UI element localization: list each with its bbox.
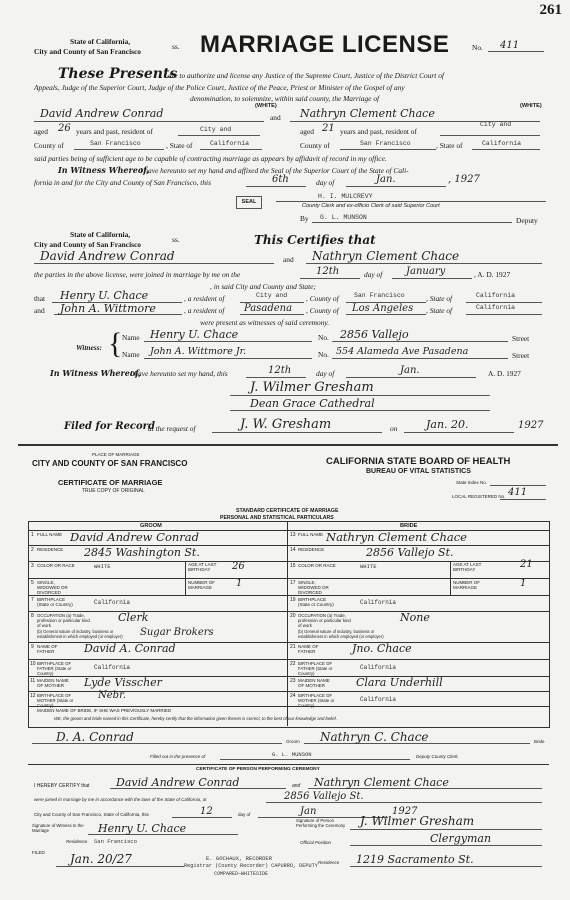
n15: 15 [290, 563, 296, 569]
we-certify: WE, the groom and bride named in this Certificate, hereby certify that the information given therein is correct, to the best of our knowledge and belief. [54, 716, 338, 721]
witness-name-label-1: Name [122, 333, 140, 342]
certifies-county-of: , County of [306, 294, 339, 303]
recorder-line-1: E. GOCHAUX, RECORDER [206, 855, 273, 862]
certifies-state-of-2: , State of [426, 306, 453, 315]
license-by: By [300, 214, 309, 223]
city-county-line: City and County of San Francisco, State of California, this [34, 812, 149, 817]
n10: 10 [30, 661, 36, 667]
n2: 2 [31, 547, 34, 553]
bride-father-label: NAME OF FATHER [298, 644, 319, 654]
n11: 11 [30, 678, 36, 684]
certifies-w2-county: Los Angeles [352, 303, 414, 314]
bride-mother: Clara Underhill [356, 676, 443, 689]
bride-age: 21 [520, 559, 533, 570]
bride-birthplace-label: BIRTHPLACE (State or Country) [298, 597, 334, 607]
seal-label: SEAL [241, 199, 257, 205]
ceremony-month: Jan [300, 806, 317, 817]
performer-title-signature: Dean Grace Cathedral [250, 397, 375, 410]
license-deputy-name: G. L. MUNSON [320, 214, 367, 221]
certifies-ad: , A. D. 1927 [474, 270, 511, 279]
witness-residence-label: Residence [66, 839, 88, 844]
board-of-health: CALIFORNIA STATE BOARD OF HEALTH [326, 456, 511, 467]
performer-signature-bottom: J. Wilmer Gresham [360, 814, 475, 828]
license-groom-res: City and [200, 126, 232, 133]
certifies-bride: Nathryn Clement Chace [312, 249, 460, 263]
ceremony-address: 2856 Vallejo St. [284, 791, 364, 802]
witness-1-address: 2856 Vallejo [340, 328, 409, 341]
license-day: 6th [272, 174, 289, 185]
certifies-joined-text: the parties in the above license, were joined in marriage by me on the [34, 270, 241, 279]
certifies-resident-of-2: , a resident of [184, 306, 225, 315]
bride-father: Jno. Chace [352, 642, 412, 655]
maiden-name-line: MAIDEN NAME OF BRIDE, IF SHE WAS PREVIOUSLY MARRIED [37, 708, 172, 713]
n21: 21 [290, 644, 296, 650]
performer-groom: David Andrew Conrad [116, 776, 240, 789]
certifies-day-of: day of [364, 270, 383, 279]
n14: 14 [290, 547, 296, 553]
certifies-state-of: , State of [426, 294, 453, 303]
n7: 7 [31, 597, 34, 603]
witness-brace: { [108, 327, 123, 360]
cert-county-line: City and County of San Francisco [34, 240, 141, 249]
bride-heading: BRIDE [400, 523, 418, 529]
license-years-past: years and past, resident of [76, 127, 153, 136]
presents-text2: Appeals, Judge of the Superior Court, Judge of the Police Court, Justice of the Peace, Priest or Minister of the Gospel of any [34, 83, 405, 92]
iww-day: 12th [268, 365, 292, 376]
groom-occupation: Clerk [118, 611, 149, 624]
groom-father: David A. Conrad [84, 642, 176, 655]
hereby-certify: I HEREBY CERTIFY that [34, 783, 90, 789]
groom-birthplace-label: BIRTHPLACE (State or Country) [37, 597, 73, 607]
groom-industry-label: (b) General nature of industry, business or establishment in which employed (or employer) [37, 629, 123, 639]
groom-father-bp-label: BIRTHPLACE OF FATHER (State or Country) [37, 661, 72, 676]
certifies-county-of-2: , County of [306, 306, 339, 315]
license-groom-name: David Andrew Conrad [40, 107, 164, 120]
bride-color-label: COLOR OR RACE [298, 563, 336, 568]
license-title: MARRIAGE LICENSE [200, 31, 450, 58]
bride-fullname-label: FULL NAME [298, 532, 324, 537]
certifies-joined-month: January [406, 266, 446, 277]
performer-and: and [292, 783, 301, 789]
license-clerk-name: H. I. MULCREVY [318, 193, 373, 200]
personal-particulars: PERSONAL AND STATISTICAL PARTICULARS [220, 515, 334, 521]
bride-occupation: None [400, 611, 430, 624]
n19: 19 [290, 597, 296, 603]
performer-bride: Nathryn Clement Chace [314, 776, 449, 789]
bride-father-bp: California [360, 664, 397, 671]
witness-street-1: Street [512, 334, 530, 343]
license-aged-label: aged [34, 127, 48, 136]
groom-number-label: NUMBER OF MARRIAGE [188, 580, 215, 590]
bride-number: 1 [520, 578, 527, 589]
certifies-groom: David Andrew Conrad [40, 249, 175, 263]
sig-witness-label: Signature of Witness to the Marriage [32, 823, 84, 833]
bride-number-label: NUMBER OF MARRIAGE [453, 580, 480, 590]
license-bride-age: 21 [322, 123, 335, 134]
certifies-w2-state: California [476, 304, 516, 311]
ceremony-year: 1927 [392, 806, 418, 817]
bride-word: Bride [534, 739, 545, 744]
bride-birthplace: California [360, 599, 397, 606]
license-bride-state: California [482, 140, 522, 147]
bride-color: WHITE [360, 563, 377, 570]
sig-person-label: Signature of Person Performing the Ceremony [296, 818, 346, 828]
groom-signature: D. A. Conrad [56, 730, 134, 744]
filed-by: J. W. Gresham [240, 417, 332, 432]
groom-color-label: COLOR OR RACE [37, 563, 75, 568]
witness-name-label-2: Name [122, 350, 140, 359]
filed-label: FILED [32, 850, 45, 855]
groom-industry: Sugar Brokers [140, 627, 214, 638]
bureau-vital-stats: BUREAU OF VITAL STATISTICS [366, 468, 471, 475]
license-ss: ss. [172, 42, 180, 51]
bride-mother-bp-label: BIRTHPLACE OF MOTHER (State or Country) [298, 693, 335, 708]
groom-age-label: AGE AT LAST BIRTHDAY [188, 562, 217, 572]
witness-street-2: Street [512, 351, 530, 360]
iww-ad: A. D. 1927 [488, 369, 521, 378]
n22: 22 [290, 661, 296, 667]
license-state-line: State of California, [70, 37, 131, 46]
place-label: PLACE OF MARRIAGE [92, 452, 140, 457]
performer-residence: 1219 Sacramento St. [356, 853, 474, 866]
performer-residence-label: Residence [318, 860, 340, 865]
license-years-past-2: years and past, resident of [340, 127, 417, 136]
groom-mother-bp: Nebr. [98, 690, 126, 701]
filed-text: at the request of [148, 424, 196, 433]
certifies-witness1: Henry U. Chace [60, 289, 149, 302]
license-month: Jan. [376, 174, 396, 185]
filed-lead: Filed for Record [64, 421, 155, 432]
bride-residence: 2856 Vallejo St. [366, 546, 454, 559]
n20: 20 [290, 613, 296, 619]
cert-state-line: State of California, [70, 230, 131, 239]
filed-on: on [390, 424, 398, 433]
groom-single-label: SINGLE, WIDOWED OR DIVORCED [37, 580, 68, 595]
groom-fullname-label: FULL NAME [37, 532, 63, 537]
license-sufficient: said parties being of sufficient age to be capable of contracting marriage as appears by affidavit of record in my office. [34, 154, 387, 163]
witness-signature: Henry U. Chace [98, 822, 187, 835]
recorder-line-3: COMPARED—WHITESIDE [214, 871, 269, 877]
license-and: and [270, 113, 281, 122]
iww-month: Jan. [400, 365, 420, 376]
presents-lead: These Presents [58, 66, 178, 82]
joined-line: were joined in marriage by me in accordance with the laws of the State of California, at [34, 797, 207, 802]
witness-no-label-1: No. [318, 333, 329, 342]
ceremony-day-of: day of [238, 812, 251, 817]
witness-2-address: 554 Alameda Ave Pasadena [336, 346, 469, 357]
license-no-label: No. [472, 43, 483, 52]
filed-date: Jan. 20. [426, 418, 469, 431]
license-deputy-label: Deputy [516, 216, 538, 225]
groom-color: WHITE [94, 563, 111, 570]
groom-residence-label: RESIDENCE [37, 547, 64, 552]
filed-year: 1927 [518, 420, 544, 431]
n9: 9 [31, 644, 34, 650]
license-county-of: County of [34, 141, 64, 150]
n12: 12 [30, 693, 36, 699]
official-position-label: Official Position [300, 840, 332, 845]
bride-residence-label: RESIDENCE [298, 547, 325, 552]
certifies-witness2: John A. Wittmore [60, 302, 156, 315]
license-county-of-2: County of [300, 141, 330, 150]
license-witness-text1: I have hereunto set my hand and affixed the Seal of the Superior Court of the State of Cali- [140, 166, 409, 175]
witness-2-name: John A. Wittmore Jr. [150, 346, 247, 357]
groom-fullname: David Andrew Conrad [70, 530, 199, 544]
license-groom-state: California [210, 140, 250, 147]
white-label-2: (WHITE) [520, 103, 542, 109]
groom-mother-bp-label: BIRTHPLACE OF MOTHER (State or Country) [37, 693, 74, 708]
bride-mother-label: MAIDEN NAME OF MOTHER [298, 678, 330, 688]
iww-lead: In Witness Whereof, [50, 368, 142, 378]
license-no-value: 411 [500, 40, 520, 51]
n1: 1 [31, 532, 34, 538]
certifies-w1-state: California [476, 292, 516, 299]
license-witness-lead: In Witness Whereof, [58, 165, 150, 175]
filled-by: G. L. MUNSON [272, 751, 312, 758]
license-witness-text2: fornia in and for the City and County of San Francisco, this [34, 178, 211, 187]
performer-heading: CERTIFICATE OF PERSON PERFORMING CEREMONY [196, 767, 320, 772]
certifies-w1-county: San Francisco [354, 292, 405, 299]
performer-signature: J. Wilmer Gresham [250, 380, 374, 395]
official-position: Clergyman [430, 832, 492, 845]
witness-1-name: Henry U. Chace [150, 328, 239, 341]
groom-number: 1 [236, 578, 243, 589]
license-aged-label-2: aged [300, 127, 314, 136]
local-reg-label: LOCAL REGISTERED No. [452, 494, 506, 499]
bride-mother-bp: California [360, 696, 397, 703]
presents-text3: denomination, to solemnize, within said county, the Marriage of [190, 94, 380, 103]
bride-father-bp-label: BIRTHPLACE OF FATHER (State or Country) [298, 661, 333, 676]
state-index-label: State Index No. [456, 480, 488, 485]
ceremony-day: 12 [200, 806, 213, 817]
n17: 17 [290, 580, 296, 586]
bride-industry-label: (b) General nature of industry, business or establishment in which employed (or employer) [298, 629, 384, 639]
seal-box [236, 196, 262, 209]
certifies-w1-city: City and [256, 292, 288, 299]
certifies-in-said: , in said City and County and State; [210, 282, 316, 291]
witness-residence: San Francisco [94, 838, 137, 845]
recorder-line-2: Registrar (County Recorder) CAPURRO, DEPUTY [184, 863, 318, 869]
filed-date-stamp: Jan. 20/27 [70, 852, 132, 866]
groom-occupation-label: OCCUPATION (a) Trade, profession or particular kind of work [37, 613, 90, 628]
cert-ss: ss. [172, 235, 180, 244]
white-label-1: (WHITE) [255, 103, 277, 109]
deputy-clerk: Deputy County Clerk. [416, 754, 459, 759]
n3: 3 [31, 563, 34, 569]
local-reg-value: 411 [508, 487, 528, 498]
iww-text: I have hereunto set my hand, this [130, 369, 228, 378]
license-bride-res: City and [480, 121, 512, 128]
n24: 24 [290, 693, 296, 699]
place-of-marriage: CITY AND COUNTY OF SAN FRANCISCO [32, 459, 188, 468]
presents-text1: are to authorize and license any Justice of the Supreme Court, Justice of the District Court of [168, 71, 444, 80]
bride-fullname: Nathryn Clement Chace [326, 530, 467, 544]
bride-occupation-label: OCCUPATION (a) Trade, profession or particular kind of work [298, 613, 351, 628]
groom-residence: 2845 Washington St. [84, 546, 200, 559]
iww-day-of: day of [316, 369, 335, 378]
standard-cert: STANDARD CERTIFICATE OF MARRIAGE [236, 508, 339, 514]
groom-mother-label: MAIDEN NAME OF MOTHER [37, 678, 69, 688]
license-state-of: , State of [166, 141, 193, 150]
groom-heading: GROOM [140, 523, 162, 529]
license-year: , 1927 [448, 174, 480, 185]
groom-father-label: NAME OF FATHER [37, 644, 58, 654]
groom-father-bp: California [94, 664, 131, 671]
cert-title: CERTIFICATE OF MARRIAGE [58, 478, 163, 487]
certifies-w2-city: Pasadena [244, 303, 293, 314]
certifies-joined-day: 12th [316, 266, 340, 277]
license-bride-county: San Francisco [360, 140, 411, 147]
license-groom-county: San Francisco [90, 140, 141, 147]
bride-age-label: AGE AT LAST BIRTHDAY [453, 562, 482, 572]
certifies-and-2: and [34, 306, 45, 315]
license-county-line: City and County of San Francisco [34, 47, 141, 56]
bride-signature: Nathryn C. Chace [320, 730, 429, 744]
filled-label: Filled out in the presence of [150, 754, 206, 759]
license-groom-age: 26 [58, 123, 71, 134]
groom-age: 26 [232, 561, 245, 572]
certifies-that: that [34, 294, 46, 303]
n23: 23 [290, 678, 296, 684]
witness-no-label-2: No. [318, 350, 329, 359]
certifies-heading: This Certifies that [254, 233, 376, 247]
certifies-and: and [283, 255, 294, 264]
license-bride-name: Nathryn Clement Chace [300, 107, 435, 120]
groom-word: Groom [286, 739, 300, 744]
certifies-resident-of: , a resident of [184, 294, 225, 303]
page-number: 261 [539, 2, 562, 18]
groom-mother: Lyde Visscher [84, 676, 162, 689]
license-clerk-title: County Clerk and ex-officio Clerk of said Superior Court [302, 203, 440, 209]
witness-label: Witness: [76, 343, 103, 352]
bride-single-label: SINGLE, WIDOWED OR DIVORCED [298, 580, 329, 595]
n13: 13 [290, 532, 296, 538]
license-state-of-2: , State of [436, 141, 463, 150]
certifies-were-present: were present as witnesses of said ceremony. [200, 318, 330, 327]
groom-birthplace: California [94, 599, 131, 606]
true-copy: TRUE COPY OF ORIGINAL [82, 488, 145, 494]
n5: 5 [31, 580, 34, 586]
license-day-of: day of [316, 178, 335, 187]
n8: 8 [31, 613, 34, 619]
